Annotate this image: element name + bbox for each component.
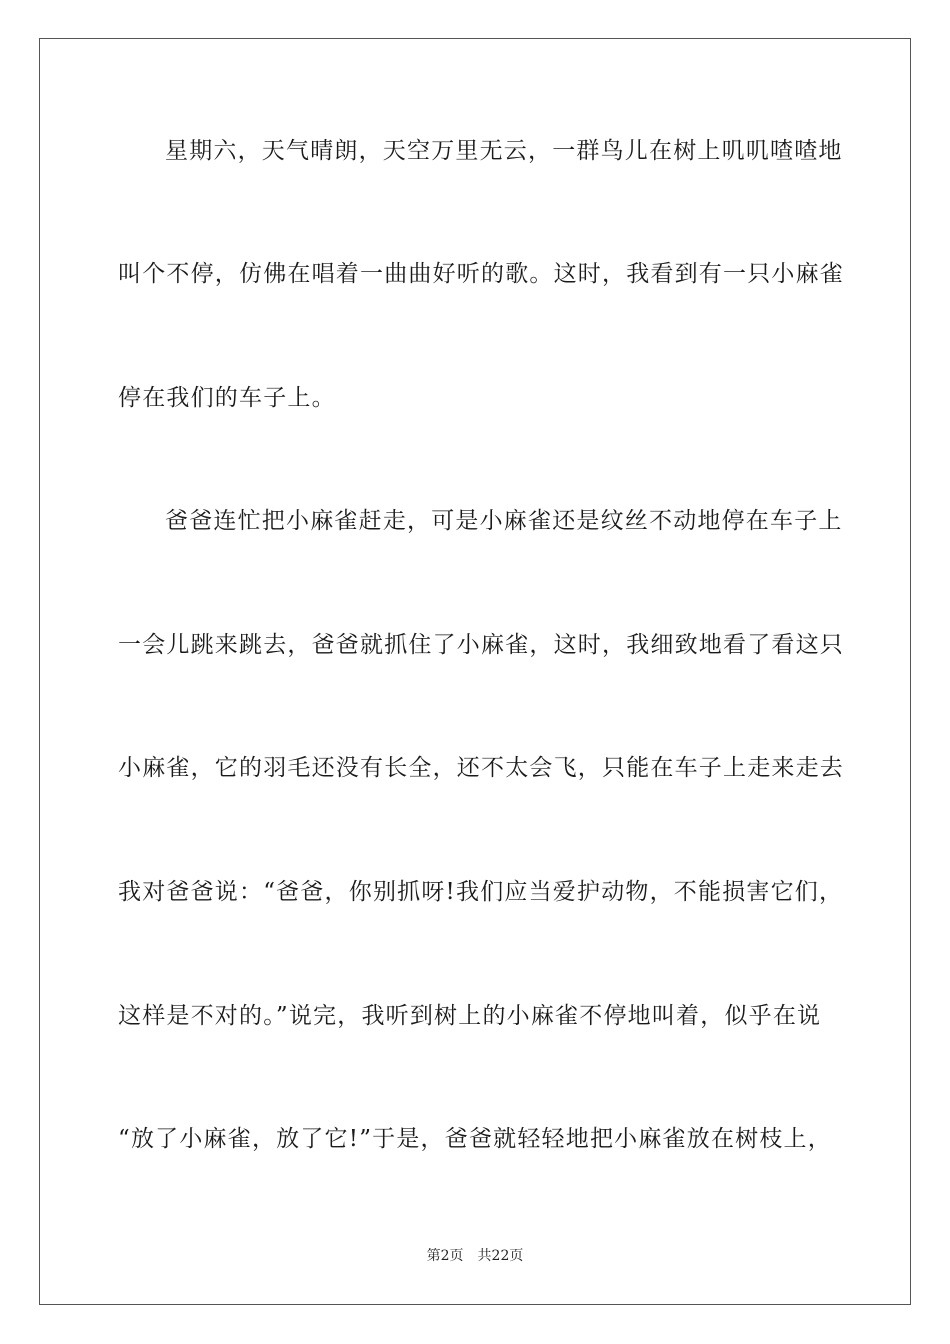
page-border bbox=[39, 38, 911, 1305]
paragraph-2-line-5: 这样是不对的。”说完，我听到树上的小麻雀不停地叫着，似乎在说 bbox=[118, 1003, 822, 1029]
page-footer bbox=[0, 1247, 950, 1265]
paragraph-1-line-2: 叫个不停，仿佛在唱着一曲曲好听的歌。这时，我看到有一只小麻雀 bbox=[118, 261, 844, 287]
paragraph-2-line-4: 我对爸爸说：“爸爸，你别抓呀!我们应当爱护动物，不能损害它们， bbox=[118, 879, 844, 905]
paragraph-2-line-6: “放了小麻雀，放了它!”于是，爸爸就轻轻地把小麻雀放在树枝上， bbox=[118, 1126, 832, 1152]
paragraph-2-line-3: 小麻雀，它的羽毛还没有长全，还不太会飞，只能在车子上走来走去 bbox=[118, 755, 844, 781]
paragraph-1-line-3: 停在我们的车子上。 bbox=[118, 385, 336, 411]
page-number: 第2页 bbox=[426, 1248, 464, 1264]
paragraph-2-line-1: 爸爸连忙把小麻雀赶走，可是小麻雀还是纹丝不动地停在车子上 bbox=[165, 508, 843, 534]
page-total: 共22页 bbox=[477, 1248, 524, 1264]
paragraph-2-line-2: 一会儿跳来跳去，爸爸就抓住了小麻雀，这时，我细致地看了看这只 bbox=[118, 632, 844, 658]
paragraph-1-line-1: 星期六，天气晴朗，天空万里无云，一群鸟儿在树上叽叽喳喳地 bbox=[165, 138, 843, 164]
